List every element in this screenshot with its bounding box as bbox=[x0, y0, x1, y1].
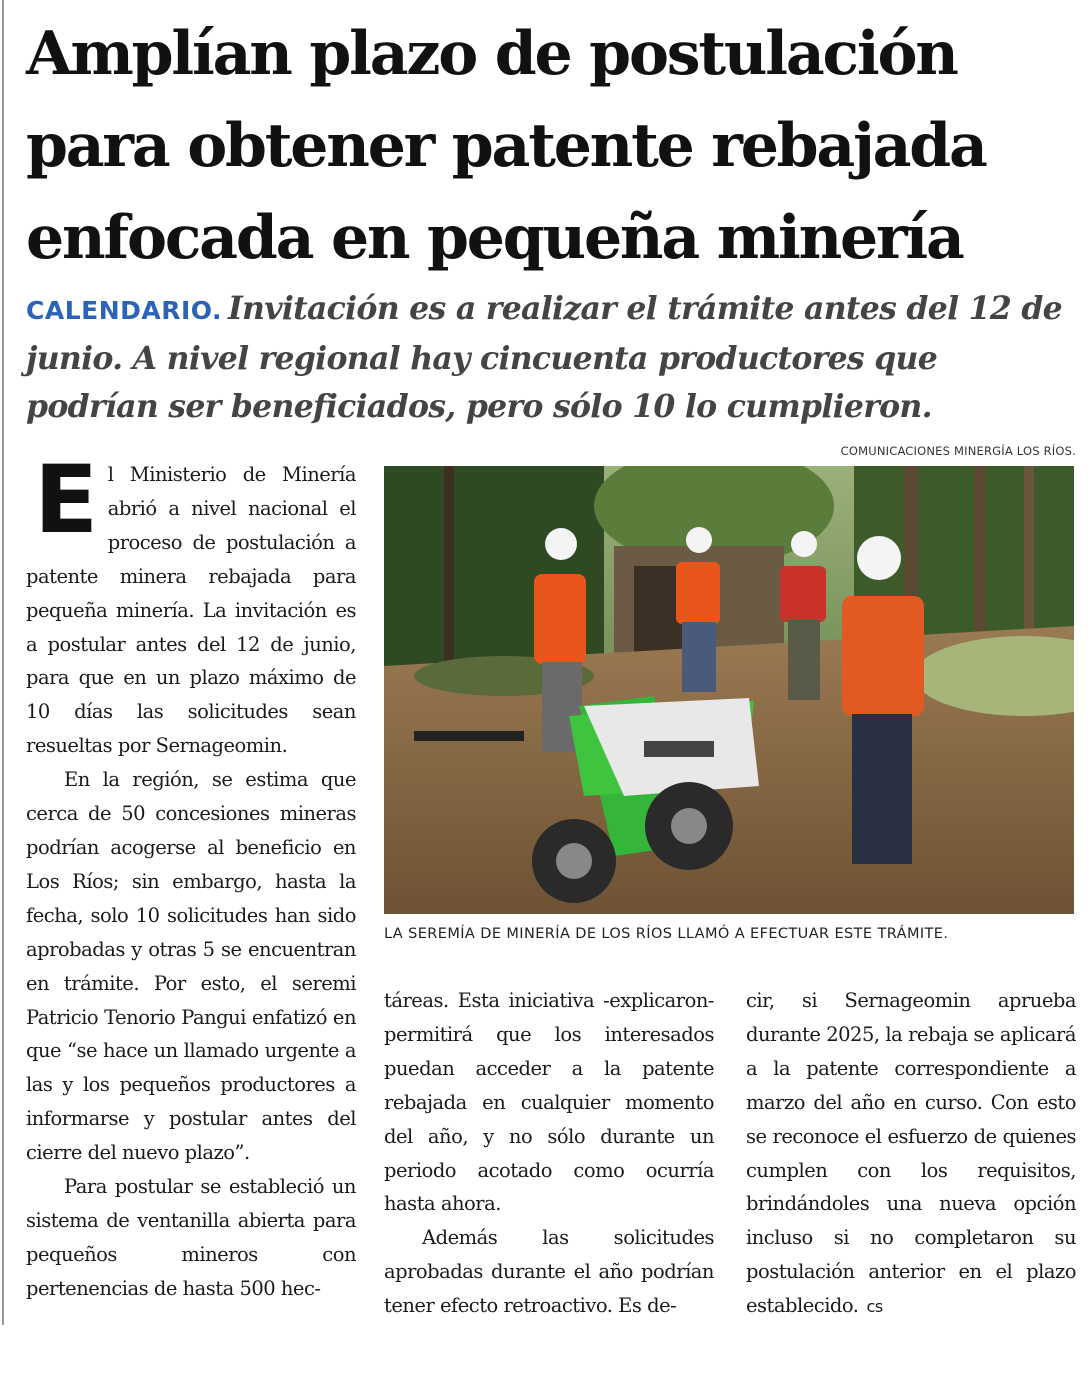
column-rule bbox=[2, 0, 4, 1325]
photo-credit: COMUNICACIONES MINERGÍA LOS RÍOS. bbox=[840, 444, 1076, 458]
article-column-2 bbox=[384, 984, 714, 1323]
body-paragraph: Para postular se estableció un sistema de ventanilla abierta para pequeños mineros con pertenencias de hasta 500 hec- bbox=[26, 1175, 356, 1300]
article-column-3 bbox=[746, 984, 1076, 1324]
end-mark-icon: cs bbox=[866, 1297, 883, 1317]
kicker: CALENDARIO. bbox=[26, 296, 222, 325]
body-paragraph: cir, si Sernageomin aprueba durante 2025, la rebaja se aplicará a la patente correspondiente a marzo del año en curso. Con esto se reconoce el esfuerzo de quienes cumplen con los requisitos, brindándoles una nueva opción incluso si no completaron su postulación anterior en el plazo establecido. cs bbox=[746, 989, 1076, 1318]
article-column-1 bbox=[26, 446, 356, 1306]
deck-text: Invitación es a realizar el trámite antes del 12 de junio. A nivel regional hay cincuenta productores que podrían ser beneficiados, pero sólo 10 lo cumplieron. bbox=[26, 290, 1062, 425]
body-paragraph: El Ministerio de Minería abrió a nivel nacional el proceso de postulación a patente minera rebajada para pequeña minería. La invitación es a postular antes del 12 de junio, para que en un plazo máximo de 10 días las solicitudes sean resueltas por Sernageomin. bbox=[26, 446, 356, 758]
headline: Amplían plazo de postulación para obtener patente rebajada enfocada en pequeña minería bbox=[26, 19, 986, 273]
article-photo bbox=[384, 466, 1074, 914]
deck bbox=[26, 285, 1076, 431]
body-paragraph: En la región, se estima que cerca de 50 concesiones mineras podrían acogerse al beneficio en Los Ríos; sin embargo, hasta la fecha, solo 10 solicitudes han sido aprobadas y otras 5 se encuentran en trámite. Por esto, el seremi Patricio Tenorio Pangui enfatizó en que “se hace un llamado urgente a las y los pequeños productores a informarse y postular antes del cierre del nuevo plazo”. bbox=[26, 768, 356, 1165]
body-paragraph: Además las solicitudes aprobadas durante el año podrían tener efecto retroactivo. Es de- bbox=[384, 1226, 714, 1318]
body-paragraph: táreas. Esta iniciativa -explicaron- permitirá que los interesados puedan acceder a la patente rebajada en cualquier momento del año, y no sólo durante un periodo acotado como ocurría hasta ahora. bbox=[384, 989, 714, 1216]
drop-cap: E bbox=[34, 446, 98, 555]
photo-caption: LA SEREMÍA DE MINERÍA DE LOS RÍOS LLAMÓ A EFECTUAR ESTE TRÁMITE. bbox=[384, 926, 949, 942]
